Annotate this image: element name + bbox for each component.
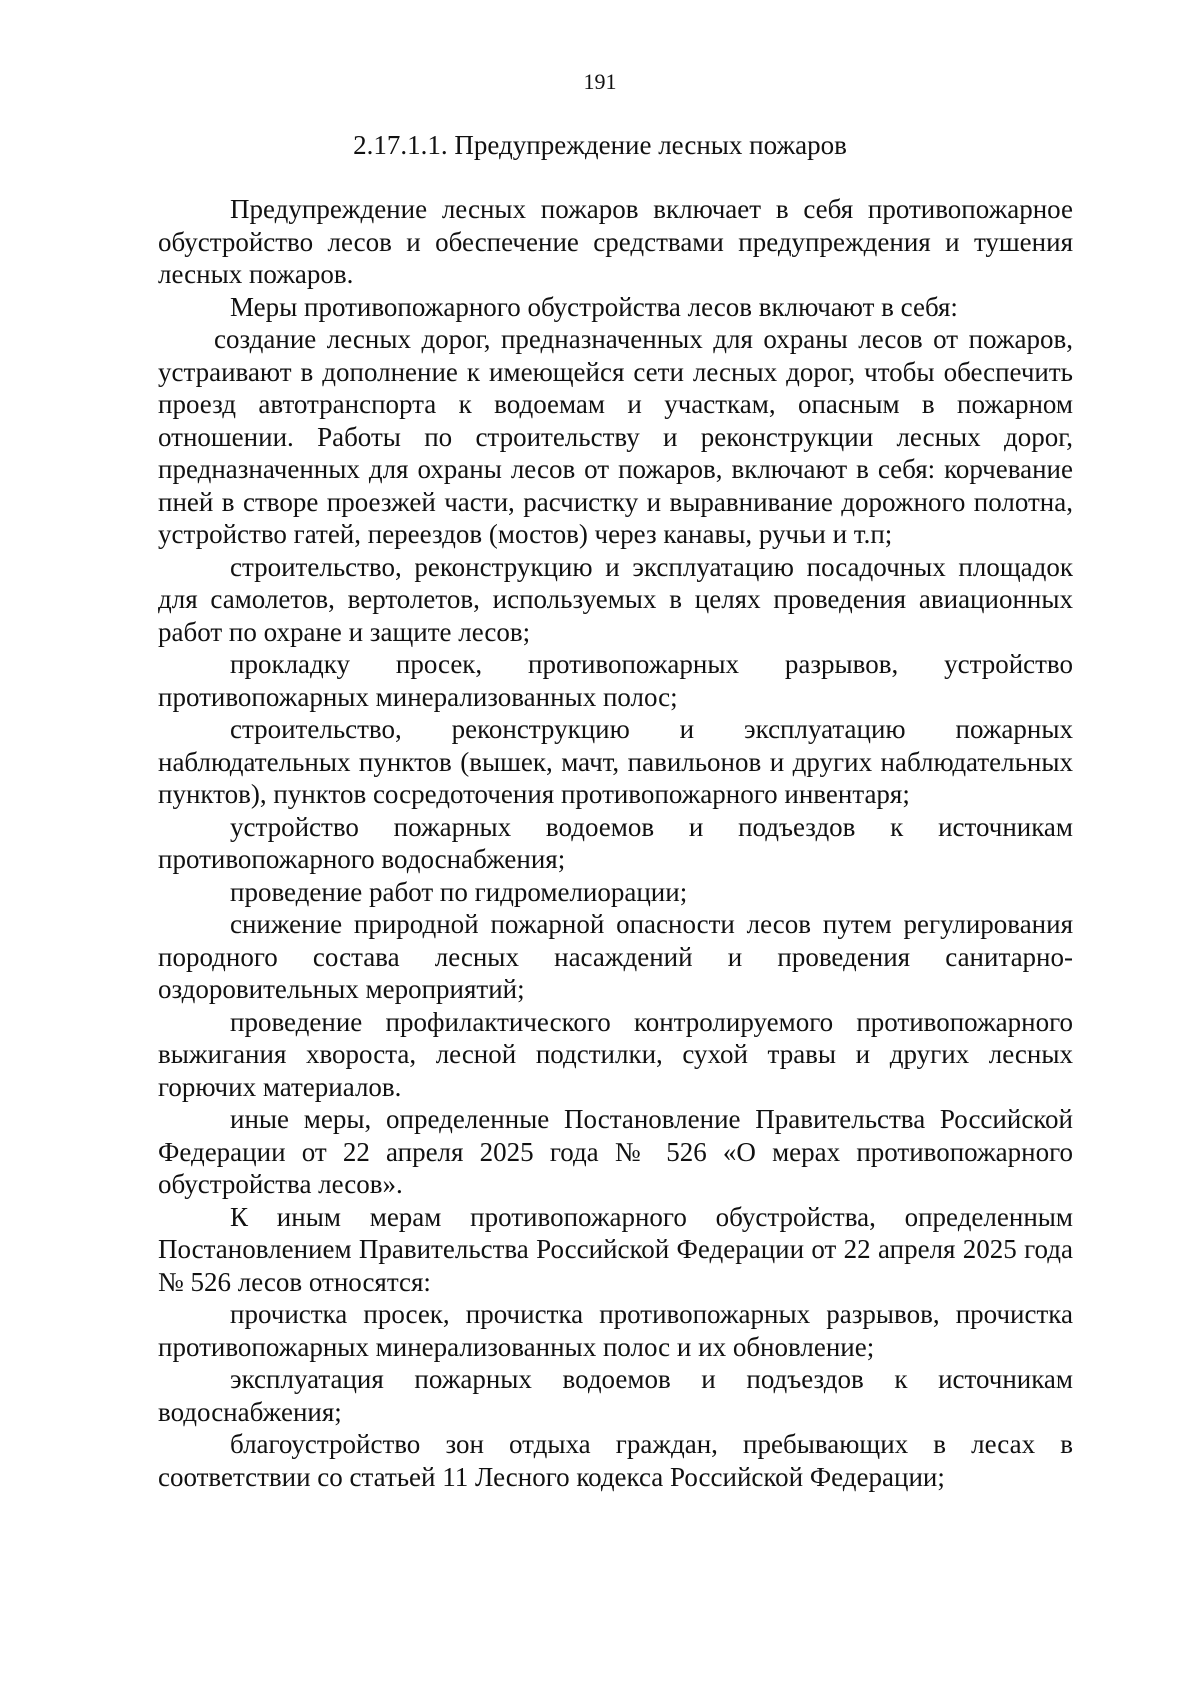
paragraph-landing-sites: строительство, реконструкцию и эксплуатацию посадочных площадок для самолетов, вертолетов, используемых в целях проведения авиационных работ по охране и защите лесов; [158, 551, 1073, 647]
section-title: 2.17.1.1. Предупреждение лесных пожаров [353, 130, 847, 160]
paragraph-forest-roads: создание лесных дорог, предназначенных для охраны лесов от пожаров, устраивают в дополнение к имеющейся сети лесных дорог, чтобы обеспечить проезд автотранспорта к водоемам и участкам, опасным в пожарном отношении. Работы по строительству и реконструкции лесных дорог, предназначенных для охраны лесов от пожаров, включают в себя: корчевание пней в створе проезжей части, расчистку и выравнивание дорожного полотна, устройство гатей, переездов (мостов) через канавы, ручьи и т.п; [158, 324, 1073, 549]
paragraph-hydromelioration: проведение работ по гидромелиорации; [230, 876, 688, 907]
paragraph-water-sources: эксплуатация пожарных водоемов и подъездов к источникам водоснабжения; [158, 1364, 1073, 1427]
paragraph-clearings: прокладку просек, противопожарных разрывов, устройство противопожарных минерализованных полос; [158, 649, 1073, 712]
paragraph-other-measures-list-heading: К иным мерам противопожарного обустройства, определенным Постановлением Правительства Российской Федерации от 22 апреля 2025 года № 526 лесов относятся: [158, 1201, 1073, 1297]
body-text [158, 193, 1073, 1493]
paragraph-observation-points: строительство, реконструкцию и эксплуатацию пожарных наблюдательных пунктов (вышек, мачт, павильонов и других наблюдательных пунктов), пунктов сосредоточения противопожарного инвентаря; [158, 714, 1073, 809]
paragraph-fire-hazard-reduction: снижение природной пожарной опасности лесов путем регулирования породного состава лесных насаждений и проведения санитарно-оздоровительных мероприятий; [158, 909, 1073, 1004]
paragraph-recreation-zones: благоустройство зон отдыха граждан, пребывающих в лесах в соответствии со статьей 11 Лесного кодекса Российской Федерации; [158, 1429, 1073, 1492]
paragraph-other-measures: иные меры, определенные Постановление Правительства Российской Федерации от 22 апреля 2025 года № 526 «О мерах противопожарного обустройства лесов». [158, 1104, 1073, 1199]
paragraph-clearing-maintenance: прочистка просек, прочистка противопожарных разрывов, прочистка противопожарных минерализованных полос и их обновление; [158, 1299, 1073, 1362]
paragraph-intro: Предупреждение лесных пожаров включает в себя противопожарное обустройство лесов и обеспечение средствами предупреждения и тушения лесных пожаров. [158, 194, 1073, 289]
paragraph-fire-ponds: устройство пожарных водоемов и подъездов к источникам противопожарного водоснабжения; [158, 811, 1073, 874]
paragraph-measures-heading: Меры противопожарного обустройства лесов включают в себя: [230, 291, 958, 322]
paragraph-controlled-burning: проведение профилактического контролируемого противопожарного выжигания хвороста, лесной подстилки, сухой травы и других лесных горючих материалов. [158, 1006, 1073, 1102]
page-number: 191 [583, 69, 617, 94]
